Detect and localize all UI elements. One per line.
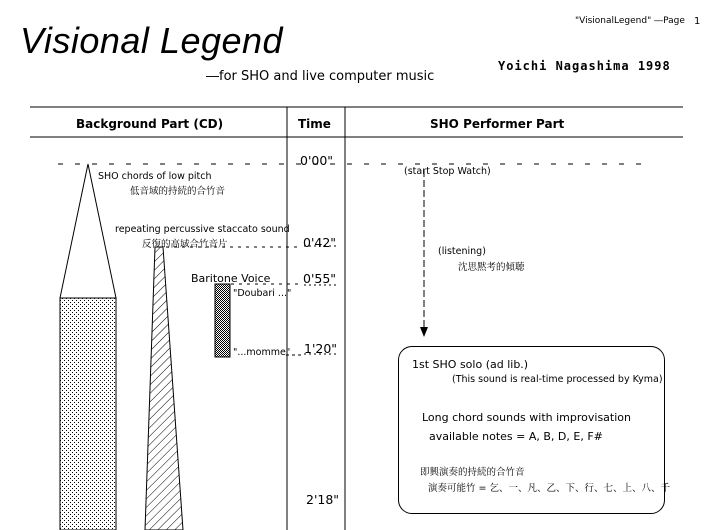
solo-jp-line1: 即興演奏的持続的合竹音 xyxy=(420,467,525,478)
staccato-label-en: repeating percussive staccato sound xyxy=(115,224,290,235)
available-notes-text: available notes = A, B, D, E, F# xyxy=(429,430,603,443)
start-stopwatch-label: (start Stop Watch) xyxy=(404,166,491,177)
time-1-20: 1'20" xyxy=(304,341,338,356)
solo-jp-line2: 演奏可能竹 = 乞、一、凡、乙、下、行、七、上、八、千 xyxy=(428,483,671,494)
page-title: Visional Legend xyxy=(20,20,284,61)
doubari-label: "Doubari ..." xyxy=(233,288,292,299)
momme-label: "...momme" xyxy=(233,347,291,358)
author-year: Yoichi Nagashima 1998 xyxy=(498,59,671,73)
baritone-label: Baritone Voice xyxy=(191,272,271,285)
sho-chords-label-jp: 低音域的持続的合竹音 xyxy=(130,186,226,197)
sho-chords-body xyxy=(60,298,116,530)
sho-chords-label-en: SHO chords of low pitch xyxy=(98,171,212,182)
baritone-voice-block xyxy=(215,284,230,357)
time-0-55: 0'55" xyxy=(303,271,337,286)
listening-label-jp: 沈思黙考的傾聴 xyxy=(458,262,525,273)
solo-title: 1st SHO solo (ad lib.) xyxy=(412,358,529,371)
time-2-18: 2'18" xyxy=(306,492,340,507)
column-head-background: Background Part (CD) xyxy=(76,117,224,131)
staccato-label-jp: 反復的高域合竹音片 xyxy=(142,239,228,250)
running-header: "VisionalLegend" ―Page xyxy=(575,16,685,26)
column-head-performer: SHO Performer Part xyxy=(430,117,565,131)
solo-note: (This sound is real-time processed by Kyma) xyxy=(452,374,663,385)
performer-arrow-head xyxy=(420,327,428,337)
page-number: 1 xyxy=(694,16,701,27)
listening-label-en: (listening) xyxy=(438,246,486,257)
subtitle: ―for SHO and live computer music xyxy=(206,69,435,84)
column-head-time: Time xyxy=(298,117,331,131)
long-chord-text: Long chord sounds with improvisation xyxy=(422,411,631,424)
staccato-shape xyxy=(145,247,183,530)
time-0-42: 0'42" xyxy=(303,235,337,250)
time-0-00: 0'00" xyxy=(300,153,334,168)
sho-chords-spike xyxy=(60,164,116,298)
